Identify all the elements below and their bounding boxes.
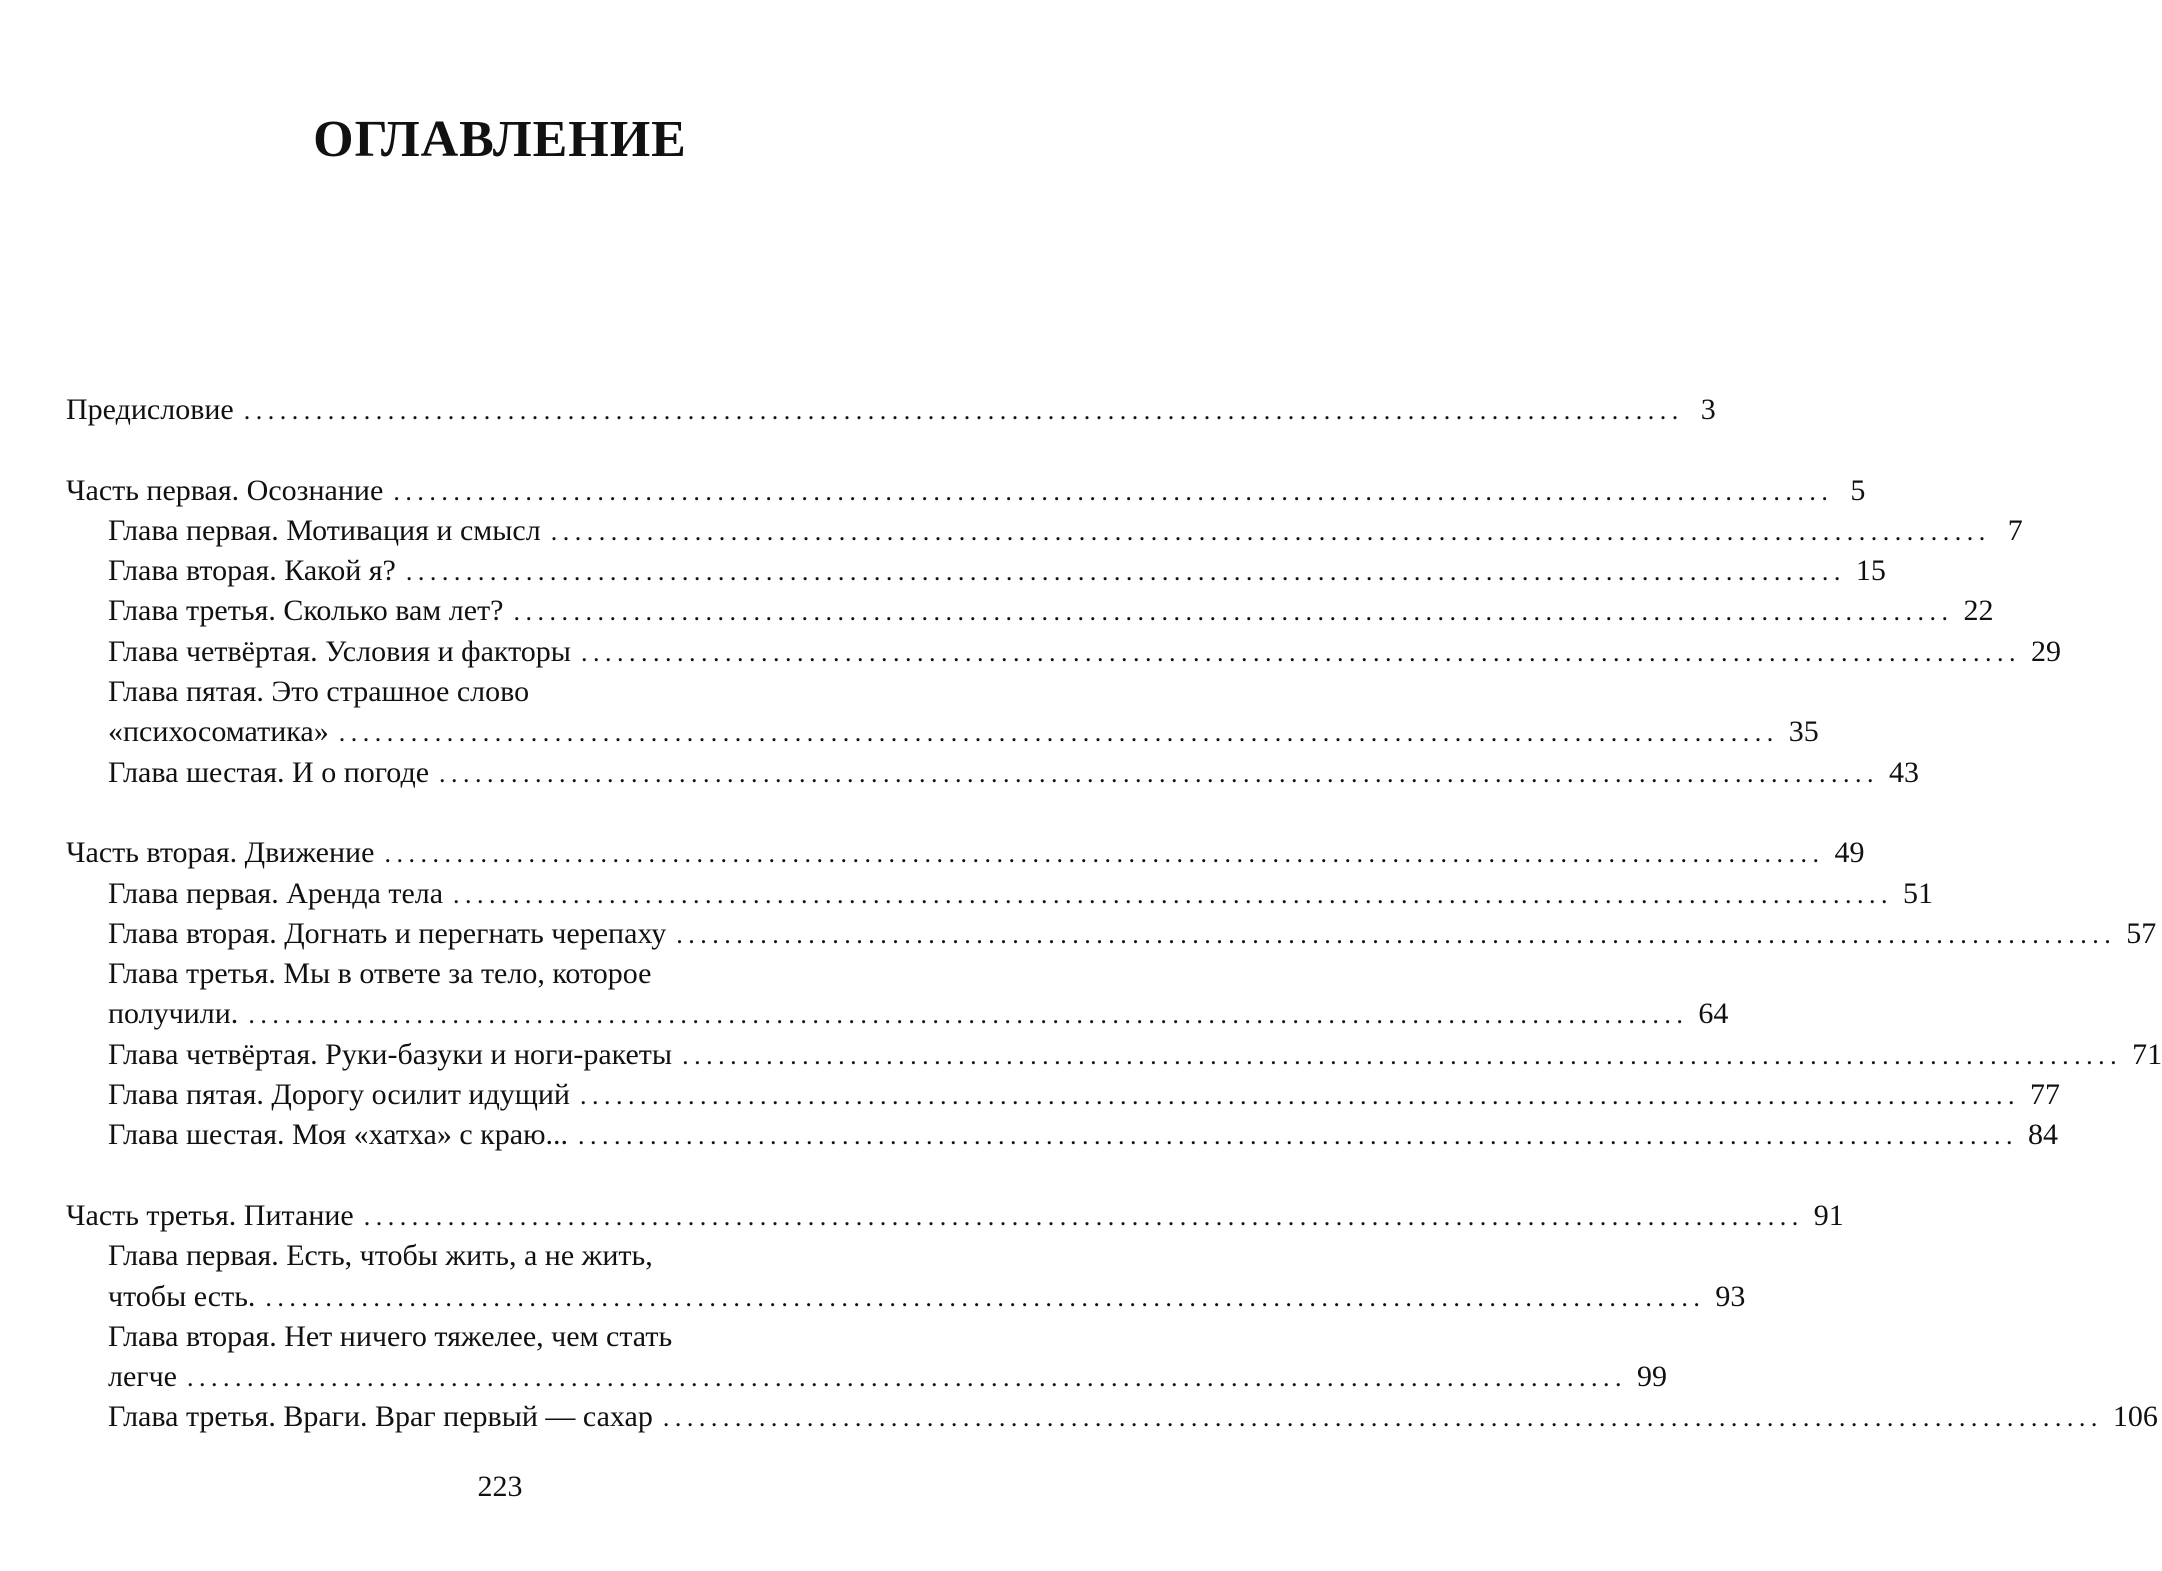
dot-leader: ........................................................................................................................ (439, 758, 1880, 788)
toc-page-number: 29 (2030, 634, 2061, 668)
dot-leader: ........................................................................................................................ (453, 879, 1894, 909)
toc-chapter-entry (66, 554, 1886, 594)
toc-page-number: 77 (2029, 1078, 2060, 1112)
toc-entry-title: Глава первая. Есть, чтобы жить, а не жить, (108, 1239, 653, 1273)
toc-entry-title: Глава вторая. Нет ничего тяжелее, чем стать (108, 1319, 673, 1353)
toc-chapter-entry (66, 1037, 2162, 1078)
dot-leader: ........................................................................................................................ (243, 396, 1684, 425)
toc-part-entry (66, 1198, 1844, 1239)
toc-entry-title: чтобы есть. (108, 1279, 256, 1313)
toc-entry-title: Глава третья. Враги. Враг первый — сахар (108, 1400, 653, 1434)
toc-chapter-entry (66, 916, 2157, 957)
dot-leader: ........................................................................................................................ (662, 1403, 2103, 1433)
section-spacer (66, 796, 880, 836)
table-of-contents (66, 393, 2162, 1441)
toc-entry-title: Глава пятая. Дорогу осилит идущий (108, 1078, 570, 1112)
toc-chapter-entry (66, 715, 1819, 755)
dot-leader: ........................................................................................................................ (676, 919, 2117, 949)
dot-leader: ........................................................................................................................ (550, 516, 1991, 546)
toc-chapter-entry (66, 1078, 2060, 1118)
toc-page-number: 5 (1850, 473, 1866, 507)
toc-entry-title: Предисловие (66, 393, 234, 426)
dot-leader: ........................................................................................................................ (248, 1000, 1689, 1030)
toc-part-entry (66, 473, 1866, 514)
toc-entry-title: Глава первая. Мотивация и смысл (108, 513, 541, 547)
toc-chapter-entry (66, 1118, 2058, 1158)
toc-chapter-entry (66, 1400, 2158, 1440)
toc-page-number: 57 (2126, 916, 2157, 950)
dot-leader: ........................................................................................................................ (682, 1040, 2123, 1070)
dot-leader: ........................................................................................................................ (187, 1363, 1627, 1393)
toc-entry-title: Глава первая. Аренда тела (108, 876, 444, 910)
dot-leader: ........................................................................................................................ (393, 476, 1834, 506)
toc-chapter-entry (66, 594, 1994, 634)
toc-entry-title: легче (108, 1360, 177, 1394)
toc-part-entry (66, 836, 1865, 876)
dot-leader: ........................................................................................................................ (265, 1282, 1706, 1312)
toc-entry-title: Глава четвёртая. Руки-базуки и ноги-ракеты (108, 1037, 673, 1071)
dot-leader: ........................................................................................................................ (577, 1121, 2018, 1151)
toc-entry-title: Глава вторая. Какой я? (108, 554, 396, 588)
toc-page-number: 99 (1637, 1360, 1667, 1394)
toc-page-number: 43 (1889, 755, 1920, 789)
toc-entry-title: Глава вторая. Догнать и перегнать черепаху (108, 916, 667, 950)
toc-page-number: 91 (1813, 1198, 1844, 1232)
toc-page-number: 93 (1715, 1279, 1746, 1313)
toc-chapter-entry (66, 1279, 1746, 1320)
toc-page-number: 84 (2027, 1118, 2058, 1152)
toc-chapter-entry (66, 997, 1729, 1037)
dot-leader: ........................................................................................................................ (384, 839, 1825, 869)
toc-entry-title: Глава шестая. Моя «хатха» с краю... (108, 1118, 568, 1152)
toc-page-number: 3 (1700, 393, 1716, 426)
toc-entry-title: Часть первая. Осознание (66, 473, 384, 507)
dot-leader: ........................................................................................................................ (405, 557, 1846, 587)
section-spacer (66, 1159, 880, 1199)
dot-leader: ........................................................................................................................ (513, 597, 1954, 627)
dot-leader: ........................................................................................................................ (579, 1081, 2020, 1111)
toc-entry-title: Глава шестая. И о погоде (108, 755, 430, 789)
toc-chapter-entry (66, 876, 1934, 917)
toc-chapter-entry (66, 1239, 880, 1279)
toc-chapter-entry (66, 513, 2023, 554)
toc-page-number: 106 (2112, 1400, 2158, 1434)
toc-part-entry (66, 393, 1716, 433)
toc-page-number: 35 (1788, 715, 1819, 749)
toc-entry-title: «психосоматика» (108, 715, 329, 749)
dot-leader: ........................................................................................................................ (338, 718, 1779, 748)
toc-page-number: 71 (2132, 1037, 2162, 1071)
toc-entry-title: получили. (108, 997, 239, 1031)
page-title: ОГЛАВЛЕНИЕ (313, 111, 687, 168)
toc-entry-title: Часть вторая. Движение (66, 836, 375, 870)
toc-chapter-entry (66, 1320, 880, 1360)
toc-entry-title: Глава пятая. Это страшное слово (108, 675, 530, 709)
toc-page-number: 49 (1834, 836, 1865, 870)
toc-entry-title: Часть третья. Питание (66, 1198, 354, 1232)
toc-chapter-entry (66, 957, 880, 997)
toc-page-number: 15 (1855, 554, 1886, 588)
dot-leader: ........................................................................................................................ (363, 1201, 1804, 1231)
toc-chapter-entry (66, 1360, 1667, 1400)
page-number: 223 (477, 1470, 523, 1503)
toc-entry-title: Глава четвёртая. Условия и факторы (108, 634, 571, 668)
toc-entry-title: Глава третья. Сколько вам лет? (108, 594, 504, 628)
toc-page-number: 51 (1903, 876, 1934, 910)
toc-chapter-entry (66, 634, 2061, 675)
toc-entry-title: Глава третья. Мы в ответе за тело, которое (108, 957, 652, 991)
toc-page-number: 64 (1698, 997, 1729, 1031)
section-spacer (66, 433, 880, 473)
toc-chapter-entry (66, 675, 880, 715)
toc-page-number: 7 (2007, 513, 2023, 547)
toc-chapter-entry (66, 755, 1920, 796)
dot-leader: ........................................................................................................................ (580, 637, 2021, 667)
toc-page-number: 22 (1963, 594, 1994, 628)
